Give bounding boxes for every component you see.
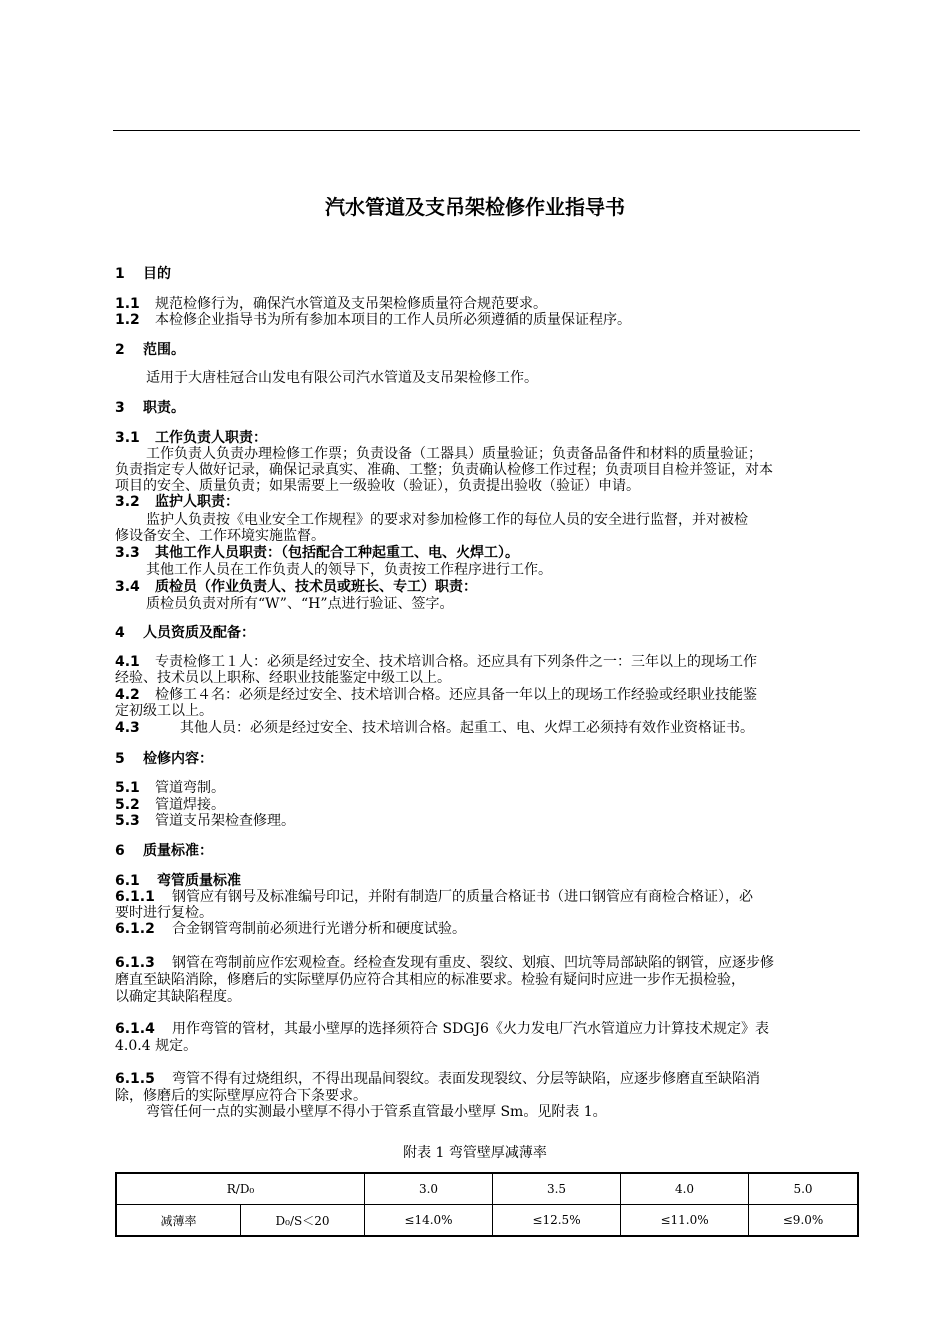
item-4-2-number: 4.2: [115, 687, 140, 703]
item-4-1-line: 经验、技术员以上职称、经职业技能鉴定中级工以上。: [115, 670, 451, 686]
item-1-1-text: 规范检修行为，确保汽水管道及支吊架检修质量符合规范要求。: [155, 296, 547, 312]
item-3-2-line: 修设备安全、工作环境实施监督。: [115, 528, 325, 544]
item-3-1-title: 工作负责人职责：: [155, 430, 267, 446]
item-4-3-number: 4.3: [115, 720, 140, 736]
item-3-3-title: 其他工作人员职责：（包括配合工种起重工、电、火焊工）。: [155, 545, 519, 561]
item-3-1-number: 3.1: [115, 430, 140, 446]
table-caption: 附表 1 弯管壁厚减薄率: [403, 1145, 547, 1161]
table-header-label: R/D₀: [116, 1173, 365, 1205]
item-6-1-5-line: 弯管不得有过烧组织，不得出现晶间裂纹。表面发现裂纹、分层等缺陷，应逐步修磨直至缺陷消: [172, 1071, 760, 1087]
item-5-1-text: 管道弯制。: [155, 780, 225, 796]
item-3-2-line: 监护人负责按《电业安全工作规程》的要求对参加检修工作的每位人员的安全进行监督，并对被检: [146, 512, 748, 528]
table-cell: ≤12.5%: [493, 1205, 621, 1237]
item-3-3-number: 3.3: [115, 545, 140, 561]
table-cell: ≤14.0%: [365, 1205, 493, 1237]
item-5-3-number: 5.3: [115, 813, 140, 829]
item-3-3-line: 其他工作人员在工作负责人的领导下，负责按工作程序进行工作。: [146, 562, 552, 578]
section-5-number: 5: [115, 751, 125, 767]
item-4-2-line: 检修工４名：必须是经过安全、技术培训合格。还应具备一年以上的现场工作经验或经职业技能鉴: [155, 687, 757, 703]
item-6-1-2-number: 6.1.2: [115, 921, 155, 937]
item-5-1-number: 5.1: [115, 780, 140, 796]
item-5-2-number: 5.2: [115, 797, 140, 813]
section-6-title: 质量标准：: [143, 843, 213, 859]
item-1-2-text: 本检修企业指导书为所有参加本项目的工作人员所必须遵循的质量保证程序。: [155, 312, 631, 328]
item-4-1-line: 专责检修工１人：必须是经过安全、技术培训合格。还应具有下列条件之一：三年以上的现场工作: [155, 654, 757, 670]
item-4-1-number: 4.1: [115, 654, 140, 670]
item-3-1-line: 负责指定专人做好记录，确保记录真实、准确、工整；负责确认检修工作过程；负责项目自检并签证，对本: [115, 462, 773, 478]
section-2-text: 适用于大唐桂冠合山发电有限公司汽水管道及支吊架检修工作。: [146, 370, 538, 386]
section-1-title: 目的: [143, 266, 171, 282]
item-3-4-title: 质检员（作业负责人、技术员或班长、专工）职责：: [155, 579, 477, 595]
section-2-title: 范围。: [143, 342, 185, 358]
item-4-3-line: 其他人员：必须是经过安全、技术培训合格。起重工、电、火焊工必须持有效作业资格证书。: [180, 720, 754, 736]
table-row-label: 减薄率: [116, 1205, 241, 1237]
item-3-2-title: 监护人职责：: [155, 494, 239, 510]
table-header-cell: 4.0: [621, 1173, 749, 1205]
item-6-1-3-line: 以确定其缺陷程度。: [115, 989, 241, 1005]
table-header-cell: 5.0: [749, 1173, 858, 1205]
section-6-number: 6: [115, 843, 125, 859]
item-3-2-number: 3.2: [115, 494, 140, 510]
item-6-1-5-line: 弯管任何一点的实测最小壁厚不得小于管系直管最小壁厚 Sm。见附表 1。: [146, 1104, 607, 1120]
item-6-1-title: 弯管质量标准: [157, 873, 241, 889]
item-3-4-number: 3.4: [115, 579, 140, 595]
item-6-1-4-number: 6.1.4: [115, 1021, 155, 1037]
table-cell: ≤9.0%: [749, 1205, 858, 1237]
item-6-1-1-line: 钢管应有钢号及标准编号印记，并附有制造厂的质量合格证书（进口钢管应有商检合格证），必: [172, 889, 753, 905]
item-6-1-5-number: 6.1.5: [115, 1071, 155, 1087]
item-6-1-3-number: 6.1.3: [115, 955, 155, 971]
document-title: 汽水管道及支吊架检修作业指导书: [325, 195, 625, 219]
item-3-4-line: 质检员负责对所有“W”、“H”点进行验证、签字。: [146, 596, 454, 612]
item-6-1-2-line: 合金钢管弯制前必须进行光谱分析和硬度试验。: [172, 921, 466, 937]
item-6-1-1-line: 要时进行复检。: [115, 905, 213, 921]
item-3-1-line: 工作负责人负责办理检修工作票；负责设备（工器具）质量验证；负责备品备件和材料的质量验证；: [146, 446, 762, 462]
item-6-1-4-line: 4.0.4 规定。: [115, 1038, 198, 1054]
item-1-2-number: 1.2: [115, 312, 140, 328]
item-6-1-5-line: 除，修磨后的实际壁厚应符合下条要求。: [115, 1088, 367, 1104]
table-row: [116, 1173, 858, 1205]
item-6-1-number: 6.1: [115, 873, 140, 889]
item-6-1-4-line: 用作弯管的管材，其最小壁厚的选择须符合 SDGJ6《火力发电厂汽水管道应力计算技术规定》表: [172, 1021, 769, 1037]
wall-thinning-table: [115, 1172, 859, 1237]
header-rule: [113, 130, 860, 131]
item-3-1-line: 项目的安全、质量负责；如果需要上一级验收（验证），负责提出验收（验证）申请。: [115, 478, 640, 494]
section-4-number: 4: [115, 625, 125, 641]
section-4-title: 人员资质及配备：: [143, 625, 255, 641]
table-row: [116, 1205, 858, 1237]
item-5-2-text: 管道焊接。: [155, 797, 225, 813]
section-5-title: 检修内容：: [143, 751, 213, 767]
item-6-1-3-line: 磨直至缺陷消除，修磨后的实际壁厚仍应符合其相应的标准要求。检验有疑问时应进一步作无损检验，: [115, 972, 745, 988]
item-6-1-1-number: 6.1.1: [115, 889, 155, 905]
item-6-1-3-line: 钢管在弯制前应作宏观检查。经检查发现有重皮、裂纹、划痕、凹坑等局部缺陷的钢管，应逐步修: [172, 955, 774, 971]
item-5-3-text: 管道支吊架检查修理。: [155, 813, 295, 829]
section-1-number: 1: [115, 266, 125, 282]
section-3-number: 3: [115, 400, 125, 416]
table-row-condition: D₀/S＜20: [241, 1205, 365, 1237]
table-header-cell: 3.0: [365, 1173, 493, 1205]
table-cell: ≤11.0%: [621, 1205, 749, 1237]
item-4-2-line: 定初级工以上。: [115, 703, 213, 719]
table-header-cell: 3.5: [493, 1173, 621, 1205]
item-1-1-number: 1.1: [115, 296, 140, 312]
section-3-title: 职责。: [143, 400, 185, 416]
section-2-number: 2: [115, 342, 125, 358]
